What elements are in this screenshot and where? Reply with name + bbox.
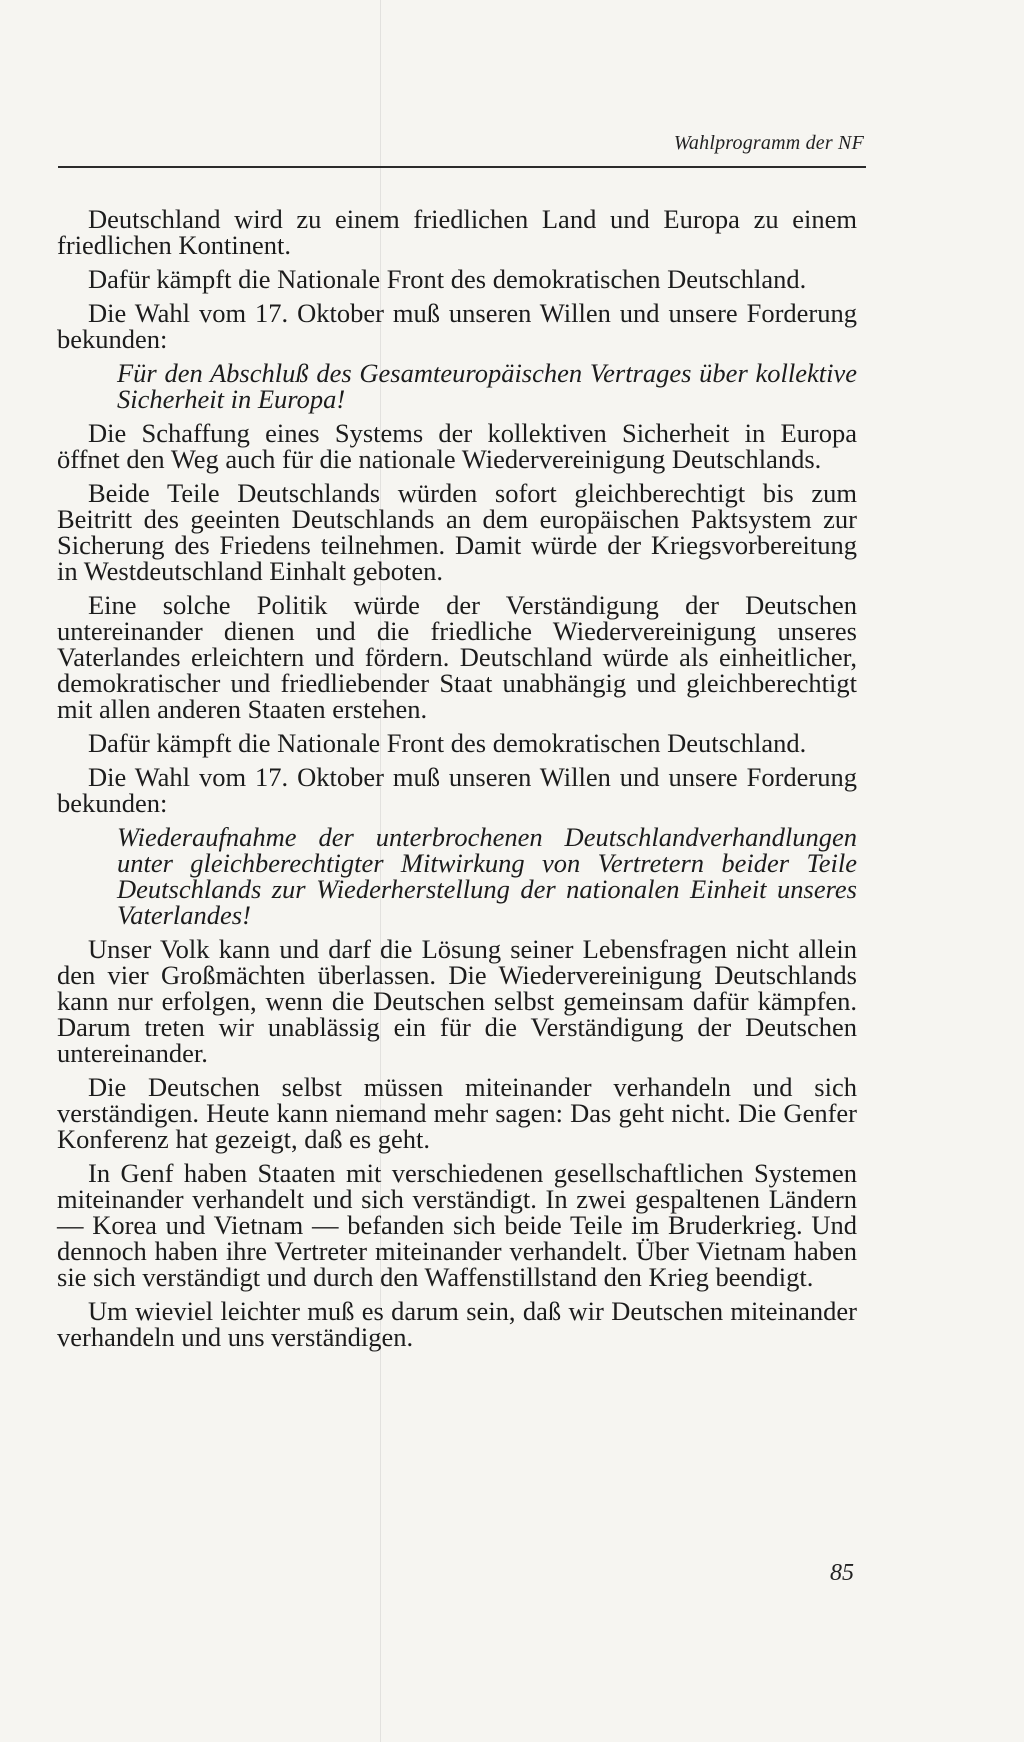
demand-slogan: Wiederaufnahme der unterbrochenen Deutschlandverhandlungen unter gleichberechtigter Mitwirkung von Vertretern beider Teile Deutschlands zur Wiederherstellung der nationalen Einheit unseres Vaterlandes! (117, 822, 857, 930)
paragraph: Um wieviel leichter muß es darum sein, daß wir Deutschen miteinander verhandeln und uns verständigen. (57, 1296, 857, 1352)
running-head: Wahlprogramm der NF (673, 132, 864, 154)
paragraph: Unser Volk kann und darf die Lösung seiner Lebensfragen nicht allein den vier Großmächten überlassen. Die Wiedervereinigung Deutschlands kann nur erfolgen, wenn die Deutschen selbst gemeinsam dafür kämpfen. Darum treten wir unablässig ein für die Verständigung der Deutschen untereinander. (57, 934, 857, 1068)
page-number: 85 (830, 1560, 854, 1586)
paragraph: Die Schaffung eines Systems der kollektiven Sicherheit in Europa öffnet den Weg auch für die nationale Wiedervereinigung Deutschlands. (57, 418, 857, 474)
paragraph: Dafür kämpft die Nationale Front des demokratischen Deutschland. (88, 264, 807, 294)
paragraph: Beide Teile Deutschlands würden sofort gleichberechtigt bis zum Beitritt des geeinten Deutschlands an dem europäischen Paktsystem zur Sicherung des Friedens teilnehmen. Damit würde der Kriegsvorbereitung in Westdeutschland Einhalt geboten. (57, 478, 857, 586)
paragraph: In Genf haben Staaten mit verschiedenen gesellschaftlichen Systemen miteinander verhandelt und sich verständigt. In zwei gespaltenen Ländern — Korea und Vietnam — befanden sich beide Teile im Bruderkrieg. Und dennoch haben ihre Vertreter miteinander verhandelt. Über Vietnam haben sie sich verständigt und durch den Waffenstillstand den Krieg beendigt. (57, 1158, 857, 1292)
header-rule (58, 166, 866, 168)
paragraph: Dafür kämpft die Nationale Front des demokratischen Deutschland. (88, 728, 807, 758)
paragraph: Eine solche Politik würde der Verständigung der Deutschen untereinander dienen und die friedliche Wiedervereinigung unseres Vaterlandes erleichtern und fördern. Deutschland würde als einheitlicher, demokratischer und friedliebender Staat unabhängig und gleichberechtigt mit allen anderen Staaten erstehen. (57, 590, 857, 724)
body-text (57, 206, 857, 1358)
paragraph: Die Deutschen selbst müssen miteinander verhandeln und sich verständigen. Heute kann niemand mehr sagen: Das geht nicht. Die Genfer Konferenz hat gezeigt, daß es geht. (57, 1072, 857, 1154)
paragraph: Die Wahl vom 17. Oktober muß unseren Willen und unsere Forderung bekunden: (57, 762, 857, 818)
demand-slogan: Für den Abschluß des Gesamteuropäischen Vertrages über kollektive Sicherheit in Europa! (117, 358, 857, 414)
paragraph: Die Wahl vom 17. Oktober muß unseren Willen und unsere Forderung bekunden: (57, 298, 857, 354)
paragraph: Deutschland wird zu einem friedlichen Land und Europa zu einem friedlichen Kontinent. (57, 204, 857, 260)
